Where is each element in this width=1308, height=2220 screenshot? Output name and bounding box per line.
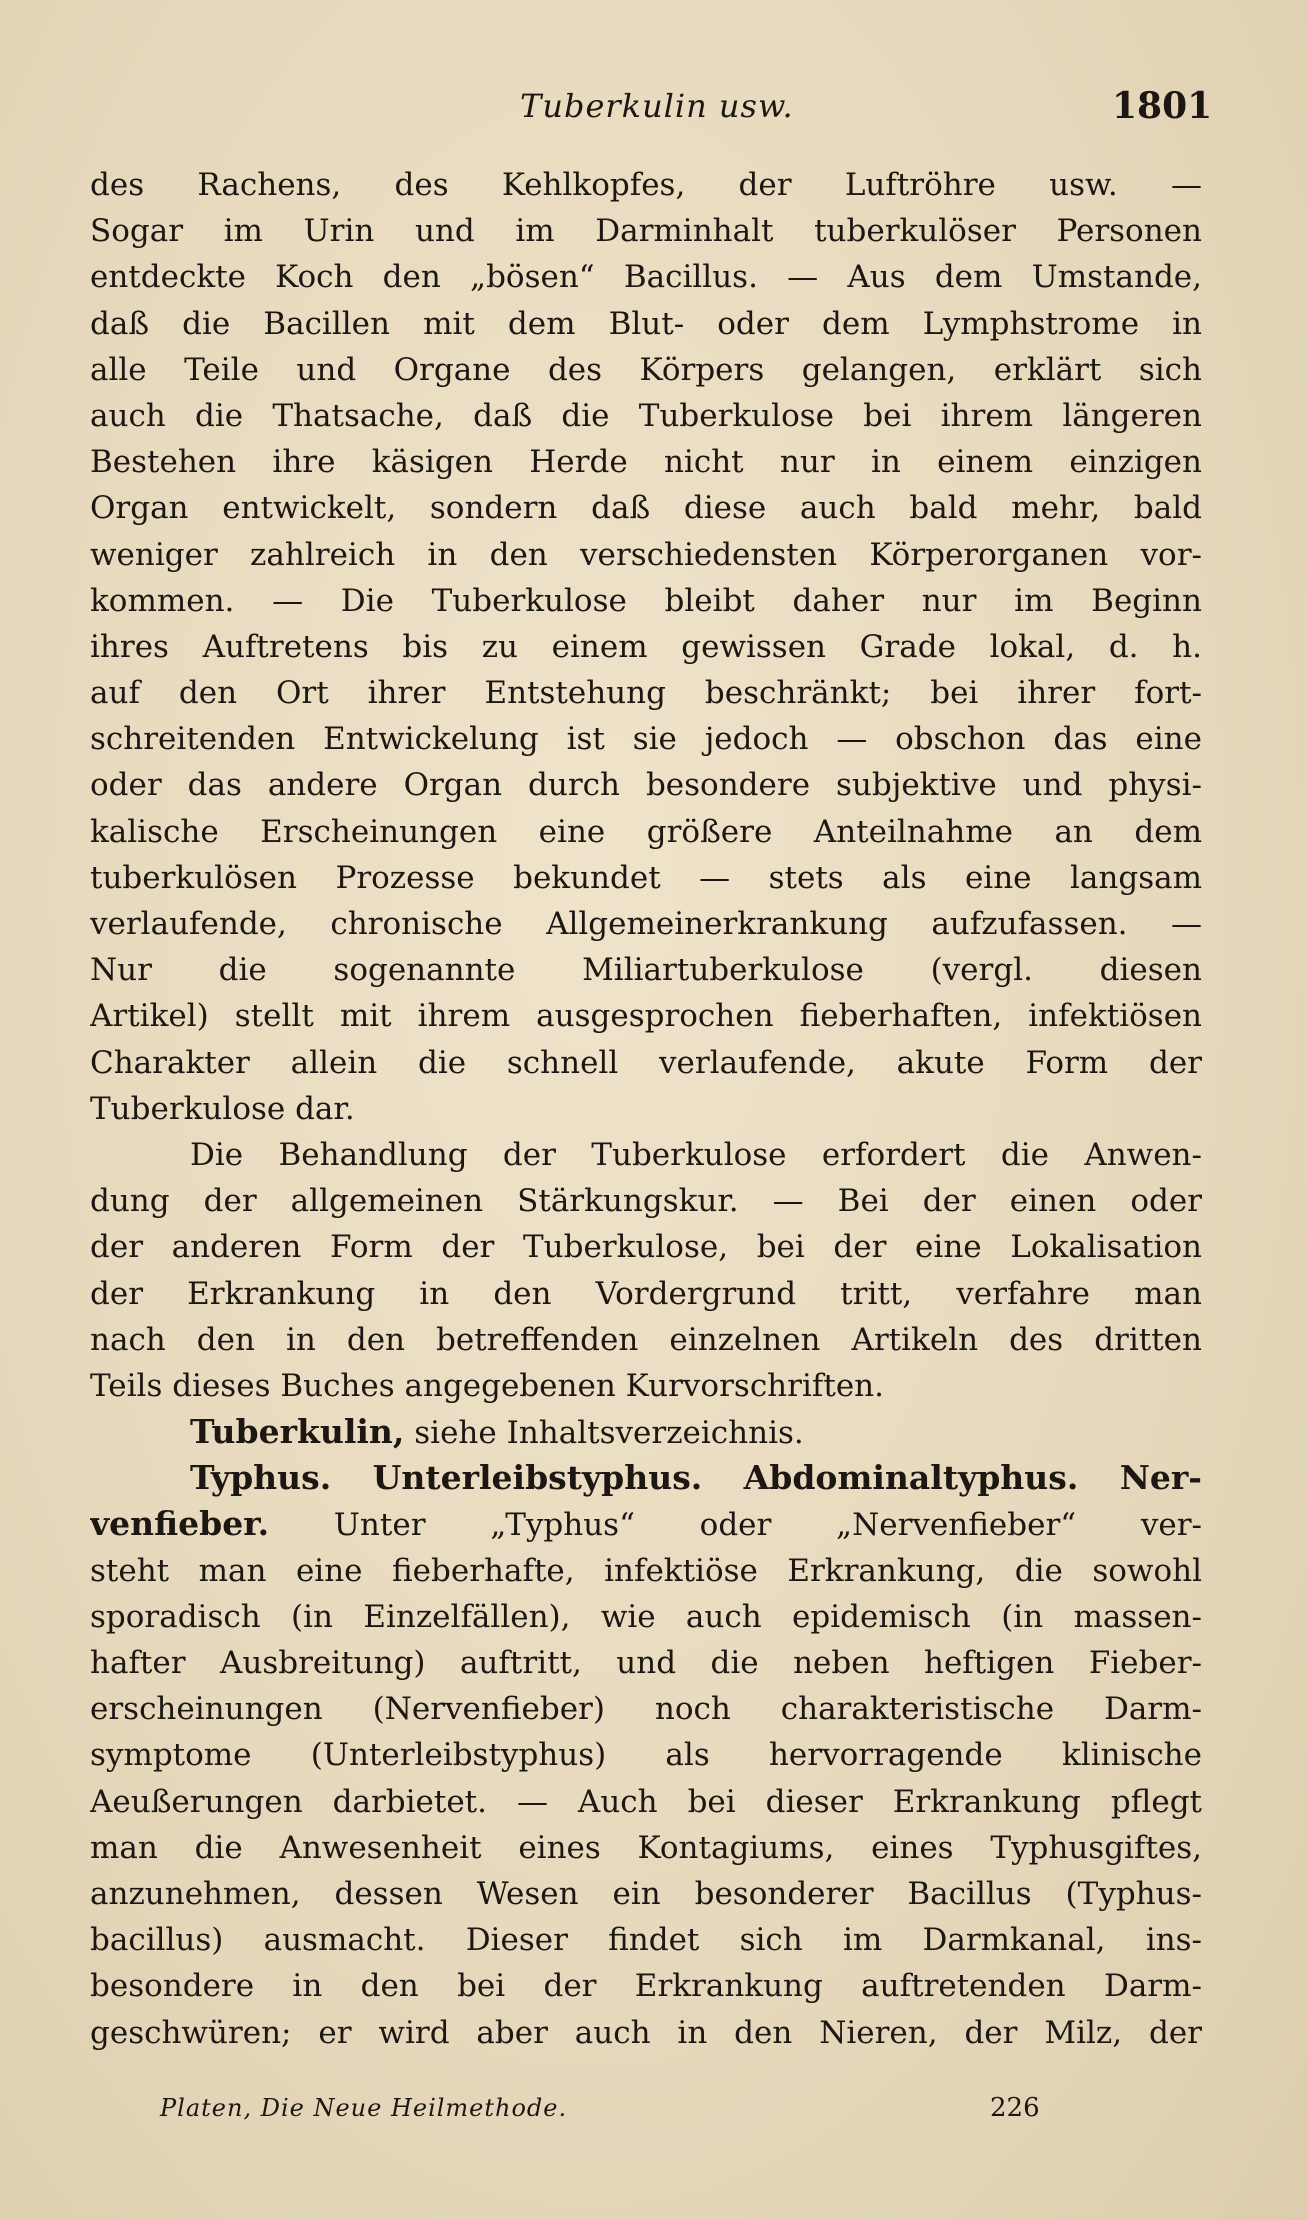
text-line: bacillus) ausmacht. Dieser findet sich im Darmkanal, ins- xyxy=(90,1922,1202,1959)
text-line: Artikel) stellt mit ihrem ausgesprochen fieberhaften, infektiösen xyxy=(90,998,1202,1035)
text-line: dung der allgemeinen Stärkungskur. — Bei der einen oder xyxy=(90,1183,1202,1220)
entry-head-typhus-cont: venfieber. xyxy=(90,1504,270,1544)
entry-typhus-first-line xyxy=(90,1501,1202,1547)
text-line: oder das andere Organ durch besondere subjektive und physi- xyxy=(90,767,1202,804)
text-line: Bestehen ihre käsigen Herde nicht nur in einem einzigen xyxy=(90,444,1202,481)
text-line: ihres Auftretens bis zu einem gewissen Grade lokal, d. h. xyxy=(90,628,1202,665)
running-title: Tuberkulin usw. xyxy=(520,87,794,125)
text-line: weniger zahlreich in den verschiedensten Körperorganen vor- xyxy=(90,536,1202,573)
text-line: Teils dieses Buches angegebenen Kurvorschriften. xyxy=(90,1367,884,1404)
text-line: Sogar im Urin und im Darminhalt tuberkulöser Personen xyxy=(90,213,1202,250)
text-line: anzunehmen, dessen Wesen ein besonderer Bacillus (Typhus- xyxy=(90,1875,1202,1912)
body-text xyxy=(90,162,1202,2056)
text-line: kommen. — Die Tuberkulose bleibt daher nur im Beginn xyxy=(90,582,1202,619)
sheet-number: 226 xyxy=(990,2093,1040,2123)
text-line: erscheinungen (Nervenfieber) noch charakteristische Darm- xyxy=(90,1691,1202,1728)
entry-head-tuberkulin: Tuberkulin, xyxy=(190,1412,405,1452)
page-footer xyxy=(0,2088,1308,2132)
text-line: sporadisch (in Einzelfällen), wie auch epidemisch (in massen- xyxy=(90,1598,1202,1635)
text-line: auf den Ort ihrer Entstehung beschränkt; bei ihrer fort- xyxy=(90,675,1202,712)
text-line: tuberkulösen Prozesse bekundet — stets als eine langsam xyxy=(90,859,1202,896)
text-line: des Rachens, des Kehlkopfes, der Luftröhre usw. — xyxy=(90,167,1202,203)
text-line: besondere in den bei der Erkrankung auftretenden Darm- xyxy=(90,1968,1202,2005)
text-line: Nur die sogenannte Miliartuberkulose (vergl. diesen xyxy=(90,952,1202,989)
entry-head-typhus: Typhus. Unterleibstyphus. Abdominaltyphus. Ner- xyxy=(190,1458,1202,1498)
text-line: Die Behandlung der Tuberkulose erfordert die Anwen- xyxy=(190,1136,1202,1173)
text-line: der Erkrankung in den Vordergrund tritt, verfahre man xyxy=(90,1275,1202,1312)
text-line: steht man eine fieberhafte, infektiöse Erkrankung, die sowohl xyxy=(90,1552,1202,1589)
text-line: hafter Ausbreitung) auftritt, und die neben heftigen Fieber- xyxy=(90,1645,1202,1681)
text-line: daß die Bacillen mit dem Blut- oder dem Lymphstrome in xyxy=(90,305,1202,342)
text-line: Charakter allein die schnell verlaufende, akute Form der xyxy=(90,1044,1202,1081)
text-line: alle Teile und Organe des Körpers gelangen, erklärt sich xyxy=(90,351,1202,388)
text-line: Tuberkulose dar. xyxy=(90,1090,355,1127)
text-line: schreitenden Entwickelung ist sie jedoch — obschon das eine xyxy=(90,721,1202,758)
text-line: kalische Erscheinungen eine größere Anteilnahme an dem xyxy=(90,813,1202,850)
entry-text-typhus: Unter „Typhus“ oder „Nervenfieber“ ver- xyxy=(269,1507,1202,1544)
page-number: 1801 xyxy=(1112,85,1213,127)
text-line: geschwüren; er wird aber auch in den Nieren, der Milz, der xyxy=(90,2014,1202,2051)
footer-signature: Platen, Die Neue Heilmethode. xyxy=(160,2094,568,2122)
text-line: Organ entwickelt, sondern daß diese auch bald mehr, bald xyxy=(90,490,1202,527)
entry-text-tuberkulin: siehe Inhaltsverzeichnis. xyxy=(404,1415,804,1452)
text-line: nach den in den betreffenden einzelnen Artikeln des dritten xyxy=(90,1321,1202,1358)
text-line: auch die Thatsache, daß die Tuberkulose bei ihrem längeren xyxy=(90,397,1202,434)
text-line: man die Anwesenheit eines Kontagiums, eines Typhusgiftes, xyxy=(90,1829,1202,1866)
entry-tuberkulin xyxy=(90,1409,1202,1455)
text-line: symptome (Unterleibstyphus) als hervorragende klinische xyxy=(90,1737,1202,1774)
text-line: entdeckte Koch den „bösen“ Bacillus. — Aus dem Umstande, xyxy=(90,259,1202,296)
text-line: verlaufende, chronische Allgemeinerkrankung aufzufassen. — xyxy=(90,906,1202,942)
text-line: der anderen Form der Tuberkulose, bei der eine Lokalisation xyxy=(90,1229,1202,1266)
text-line: Aeußerungen darbietet. — Auch bei dieser Erkrankung pflegt xyxy=(90,1783,1202,1820)
running-header xyxy=(0,84,1308,134)
